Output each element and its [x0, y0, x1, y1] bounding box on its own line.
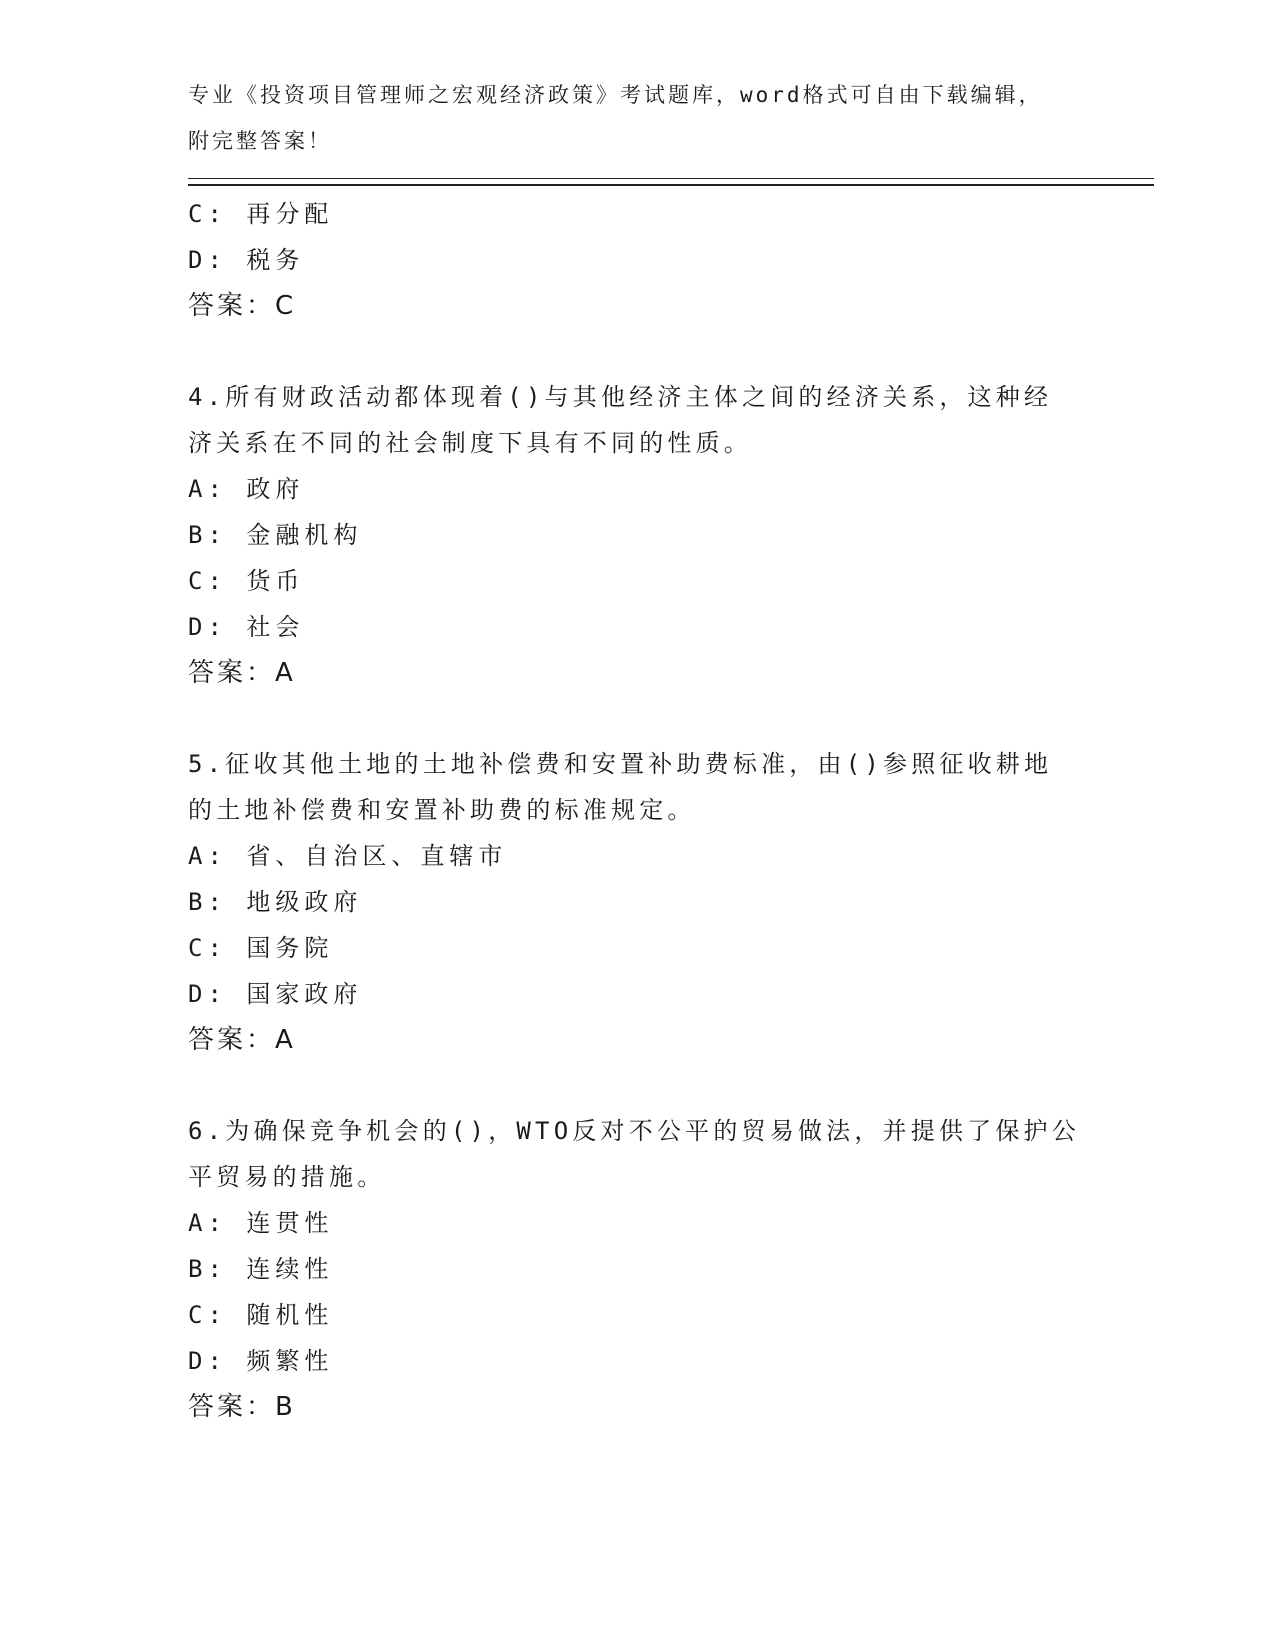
- option-text: 地级政府: [246, 888, 363, 916]
- option-d: [188, 1338, 1088, 1384]
- option-label: C:: [188, 567, 227, 595]
- option-b: [188, 512, 1088, 558]
- option-c: [188, 558, 1088, 604]
- option-a: [188, 466, 1088, 512]
- question-stem-line: 6.为确保竞争机会的()，WTO反对不公平的贸易做法，并提供了保护公: [188, 1117, 1080, 1145]
- answer-line: 答案：C: [188, 291, 297, 321]
- option-label: B:: [188, 1255, 227, 1283]
- question-5: [188, 741, 1088, 1063]
- option-text: 省、自治区、直辖市: [246, 842, 508, 870]
- option-text: 社会: [246, 613, 305, 641]
- option-label: D:: [188, 980, 227, 1008]
- option-b: [188, 879, 1088, 925]
- question-4: [188, 374, 1088, 696]
- option-c: [188, 925, 1088, 971]
- option-label: A:: [188, 475, 227, 503]
- option-text: 货币: [246, 567, 305, 595]
- answer-line: 答案：B: [188, 1392, 296, 1422]
- option-text: 税务: [246, 246, 305, 274]
- answer-line: 答案：A: [188, 658, 296, 688]
- spacer: [188, 1063, 1088, 1108]
- option-text: 再分配: [246, 200, 334, 228]
- option-text: 随机性: [246, 1301, 334, 1329]
- option-text: 频繁性: [246, 1347, 334, 1375]
- question-stem-line: 济关系在不同的社会制度下具有不同的性质。: [188, 429, 752, 457]
- option-c: [188, 1292, 1088, 1338]
- question-stem-line: 4.所有财政活动都体现着()与其他经济主体之间的经济关系，这种经: [188, 383, 1053, 411]
- option-a: [188, 833, 1088, 879]
- option-a: [188, 1200, 1088, 1246]
- question-list: [188, 191, 1088, 1430]
- question-stem-line: 平贸易的措施。: [188, 1163, 386, 1191]
- answer-line: 答案：A: [188, 1025, 296, 1055]
- question-stem-line: 的土地补偿费和安置补助费的标准规定。: [188, 796, 696, 824]
- document-header: [188, 72, 1068, 164]
- option-label: B:: [188, 521, 227, 549]
- option-text: 连贯性: [246, 1209, 334, 1237]
- spacer: [188, 329, 1088, 374]
- option-label: C:: [188, 200, 227, 228]
- option-label: D:: [188, 246, 227, 274]
- option-label: B:: [188, 888, 227, 916]
- option-label: C:: [188, 1301, 227, 1329]
- option-label: A:: [188, 1209, 227, 1237]
- option-text: 金融机构: [246, 521, 363, 549]
- option-d: [188, 971, 1088, 1017]
- option-b: [188, 1246, 1088, 1292]
- option-label: D:: [188, 1347, 227, 1375]
- option-text: 国务院: [246, 934, 334, 962]
- header-line-2: 附完整答案！: [188, 129, 332, 153]
- option-text: 国家政府: [246, 980, 363, 1008]
- option-c: [188, 191, 1088, 237]
- spacer: [188, 696, 1088, 741]
- question-fragment: [188, 191, 1088, 329]
- option-d: [188, 237, 1088, 283]
- question-6: [188, 1108, 1088, 1430]
- question-stem-line: 5.征收其他土地的土地补偿费和安置补助费标准，由()参照征收耕地: [188, 750, 1053, 778]
- option-text: 连续性: [246, 1255, 334, 1283]
- option-label: A:: [188, 842, 227, 870]
- option-text: 政府: [246, 475, 305, 503]
- option-label: C:: [188, 934, 227, 962]
- option-d: [188, 604, 1088, 650]
- option-label: D:: [188, 613, 227, 641]
- header-line-1: 专业《投资项目管理师之宏观经济政策》考试题库，word格式可自由下载编辑，: [188, 83, 1043, 107]
- header-divider: [188, 178, 1154, 186]
